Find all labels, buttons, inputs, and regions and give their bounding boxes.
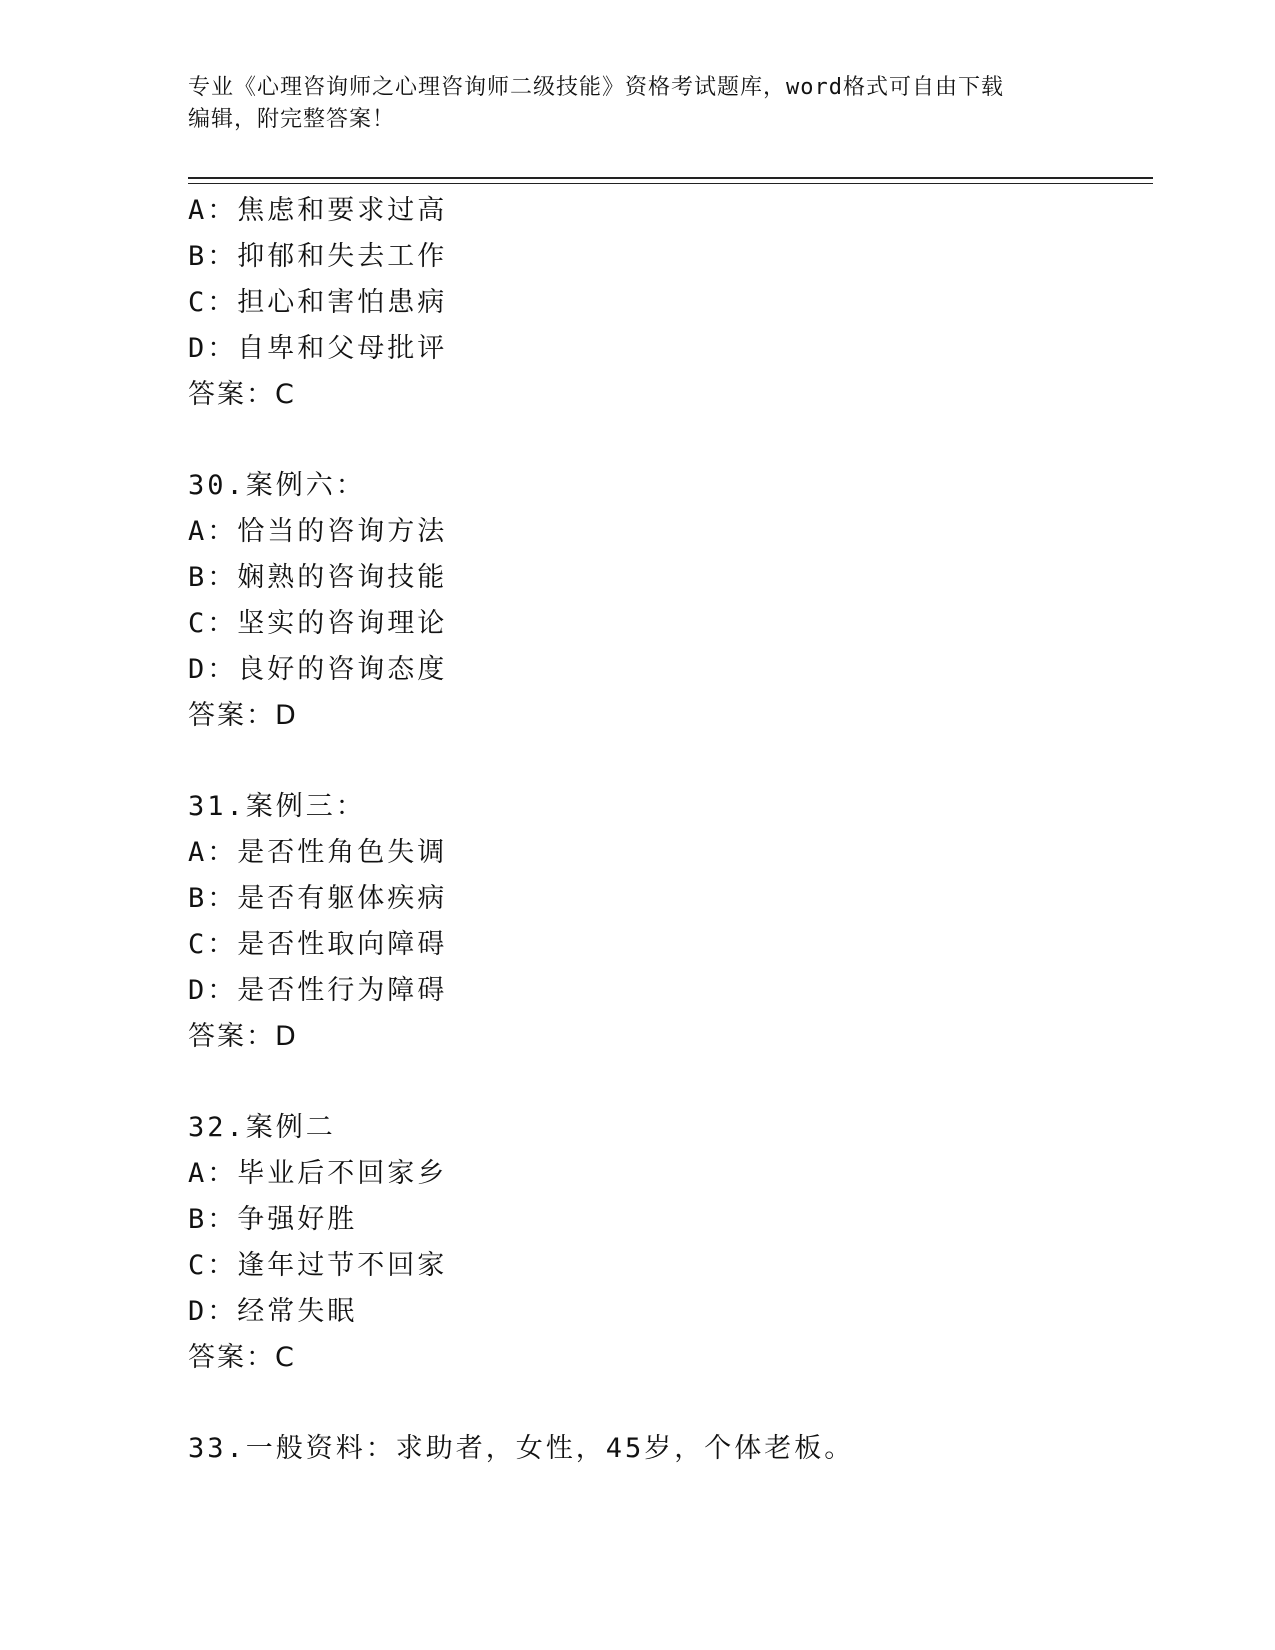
- option-a: A：焦虑和要求过高: [188, 195, 448, 226]
- option-a: A：毕业后不回家乡: [188, 1158, 448, 1189]
- option-d: D：自卑和父母批评: [188, 333, 448, 364]
- answer: 答案：C: [188, 379, 296, 410]
- spacer: [188, 739, 1148, 784]
- spacer: [188, 418, 1148, 463]
- header-line-2: 编辑，附完整答案！: [188, 107, 396, 132]
- option-b: B：抑郁和失去工作: [188, 241, 448, 272]
- question-title: 32.案例二: [188, 1112, 336, 1143]
- answer: 答案：D: [188, 1021, 298, 1052]
- option-c: C：是否性取向障碍: [188, 929, 448, 960]
- question-29: [188, 188, 1148, 418]
- question-31: [188, 784, 1148, 1060]
- spacer: [188, 1060, 1148, 1105]
- answer: 答案：D: [188, 700, 298, 731]
- answer: 答案：C: [188, 1342, 296, 1373]
- option-c: C：坚实的咨询理论: [188, 608, 448, 639]
- option-a: A：恰当的咨询方法: [188, 516, 448, 547]
- question-list: [188, 188, 1148, 1472]
- option-c: C：担心和害怕患病: [188, 287, 448, 318]
- option-d: D：良好的咨询态度: [188, 654, 448, 685]
- option-b: B：是否有躯体疾病: [188, 883, 448, 914]
- option-c: C：逢年过节不回家: [188, 1250, 448, 1281]
- question-title: 31.案例三：: [188, 791, 366, 822]
- option-d: D：经常失眠: [188, 1296, 358, 1327]
- option-a: A：是否性角色失调: [188, 837, 448, 868]
- header-divider-thin: [188, 183, 1153, 184]
- option-d: D：是否性行为障碍: [188, 975, 448, 1006]
- question-32: [188, 1105, 1148, 1381]
- spacer: [188, 1381, 1148, 1426]
- option-b: B：争强好胜: [188, 1204, 358, 1235]
- document-header: [188, 72, 1088, 136]
- header-divider-thick: [188, 177, 1153, 179]
- question-30: [188, 463, 1148, 739]
- header-line-1: 专业《心理咨询师之心理咨询师二级技能》资格考试题库，word格式可自由下载: [188, 75, 1004, 100]
- option-b: B：娴熟的咨询技能: [188, 562, 448, 593]
- question-title: 30.案例六：: [188, 470, 366, 501]
- question-title: 33.一般资料：求助者，女性，45岁，个体老板。: [188, 1433, 855, 1464]
- question-33: [188, 1426, 1148, 1472]
